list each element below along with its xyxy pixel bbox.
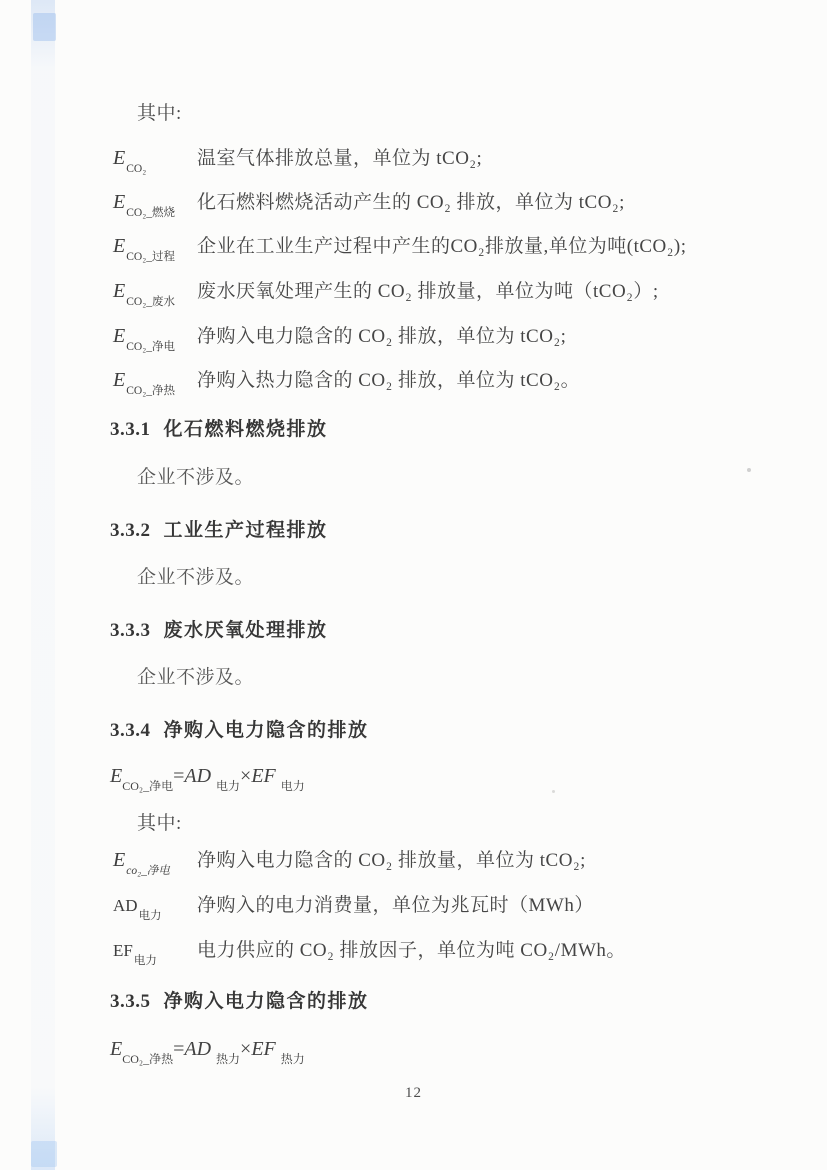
scan-mark-top	[33, 13, 56, 41]
formula-ef-subscript: 电力	[280, 779, 305, 793]
definition-row	[113, 890, 594, 920]
definition-text: 温室气体排放总量，单位为 tCO₂;	[197, 148, 483, 169]
equals-sign: =	[173, 765, 185, 787]
symbol-subscript: CO₂_净热	[126, 384, 175, 397]
symbol-subscript: 电力	[138, 909, 162, 922]
section-title: 化石燃料燃烧排放	[163, 419, 328, 440]
symbol-subscript: CO₂_净电	[126, 340, 175, 353]
symbol-subscript: CO₂_燃烧	[126, 206, 175, 219]
formula-ef-base: EF	[251, 1038, 276, 1060]
formula-lhs-subscript: CO₂_净热	[122, 1052, 174, 1066]
symbol-base: AD	[113, 896, 138, 915]
definition-text: 净购入热力隐含的 CO₂ 排放，单位为 tCO₂。	[197, 370, 581, 391]
symbol-base: E	[113, 325, 126, 347]
symbol-subscript: 电力	[133, 954, 157, 967]
symbol-term	[113, 280, 197, 306]
times-sign: ×	[240, 1038, 252, 1060]
scan-mark-bottom	[31, 1141, 57, 1167]
section-number: 3.3.4	[110, 720, 151, 741]
section-heading-3-3-3	[110, 615, 328, 642]
definition-row	[113, 321, 566, 351]
symbol-term	[113, 895, 197, 920]
definition-row	[113, 231, 687, 261]
formula-ef-base: EF	[251, 765, 276, 787]
scan-speck	[552, 790, 555, 793]
definition-row	[113, 187, 625, 217]
intro-label: 其中:	[137, 103, 182, 124]
definition-text: 电力供应的 CO₂ 排放因子，单位为吨 CO₂/MWh。	[197, 940, 626, 961]
symbol-term	[113, 191, 197, 217]
definition-row	[113, 935, 626, 965]
section-body: 企业不涉及。	[137, 567, 255, 588]
symbol-subscript: CO₂	[126, 162, 147, 175]
equals-sign: =	[173, 1038, 185, 1060]
symbol-base: E	[113, 369, 126, 391]
section-body: 企业不涉及。	[137, 667, 255, 688]
symbol-term	[113, 147, 197, 175]
section-heading-3-3-4	[110, 715, 369, 742]
symbol-base: E	[113, 235, 126, 257]
symbol-subscript: CO₂_过程	[126, 250, 175, 263]
section-number: 3.3.1	[110, 419, 151, 440]
formula-ad-base: AD	[184, 765, 212, 787]
section-title: 净购入电力隐含的排放	[163, 720, 369, 741]
section-heading-3-3-2	[110, 515, 328, 542]
formula-ad-subscript: 热力	[216, 1052, 241, 1066]
symbol-term	[113, 235, 197, 261]
formula-lhs-base: E	[110, 1038, 123, 1060]
definition-text: 净购入电力隐含的 CO₂ 排放量，单位为 tCO₂;	[197, 850, 586, 871]
symbol-base: E	[113, 280, 126, 302]
symbol-base: EF	[113, 941, 133, 960]
symbol-term	[113, 325, 197, 351]
section-heading-3-3-1	[110, 414, 328, 441]
symbol-base: E	[113, 849, 126, 871]
formula-ad-base: AD	[184, 1038, 212, 1060]
definition-text: 企业在工业生产过程中产生的CO₂排放量,单位为吨(tCO₂);	[197, 236, 687, 257]
symbol-base: E	[113, 191, 126, 213]
scan-edge-artifact	[31, 0, 55, 1170]
section-title: 废水厌氧处理排放	[163, 620, 328, 641]
formula-lhs-base: E	[110, 765, 123, 787]
section-heading-3-3-5	[110, 986, 369, 1013]
symbol-subscript: CO₂_废水	[126, 295, 175, 308]
section-title: 工业生产过程排放	[163, 520, 328, 541]
definition-row	[113, 845, 586, 875]
definition-text: 化石燃料燃烧活动产生的 CO₂ 排放，单位为 tCO₂;	[197, 192, 625, 213]
section-body: 企业不涉及。	[137, 467, 255, 488]
section-number: 3.3.2	[110, 520, 151, 541]
scan-speck	[747, 468, 751, 472]
symbol-term	[113, 940, 197, 965]
formula-ad-subscript: 电力	[216, 779, 241, 793]
symbol-term	[113, 369, 197, 395]
symbol-term	[113, 849, 197, 875]
section-number: 3.3.5	[110, 991, 151, 1012]
definition-text: 净购入电力隐含的 CO₂ 排放，单位为 tCO₂;	[197, 326, 567, 347]
formula-lhs-subscript: CO₂_净电	[122, 779, 174, 793]
formula-ef-subscript: 热力	[280, 1052, 305, 1066]
formula-net-heat	[110, 1038, 305, 1064]
definition-text: 废水厌氧处理产生的 CO₂ 排放量，单位为吨（tCO₂）;	[197, 281, 659, 302]
page-number: 12	[405, 1085, 422, 1101]
among-which-label: 其中:	[137, 813, 182, 834]
formula-net-electricity	[110, 765, 305, 791]
definition-row	[113, 365, 580, 395]
times-sign: ×	[240, 765, 252, 787]
section-title: 净购入电力隐含的排放	[163, 991, 369, 1012]
symbol-base: E	[113, 147, 126, 169]
definition-text: 净购入的电力消费量，单位为兆瓦时（MWh）	[197, 895, 594, 916]
definition-row	[113, 276, 659, 306]
symbol-subscript: co₂_净电	[126, 864, 170, 877]
section-number: 3.3.3	[110, 620, 151, 641]
definition-row	[113, 143, 483, 175]
